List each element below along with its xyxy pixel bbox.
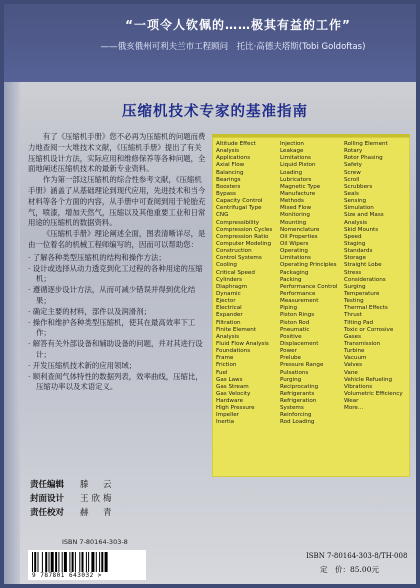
keyword-item: Refrigerants xyxy=(280,390,315,397)
price: 定 价：85.00元 xyxy=(320,565,379,574)
keyword-item: Considerations xyxy=(344,276,386,283)
keyword-item: Leakage xyxy=(280,148,304,155)
keyword-item: Liquid Piston xyxy=(280,162,316,169)
intro-paragraph: 作为第一部这压缩机的综合性参考文献，《压缩机手册》涵盖了从基础理论到现代应用，先进技术和当今材料等各个方面的内容，从手册中可查阅到用于轮胎充气，喷漆，增加天然气，压缩以及其他重要工业和日常用途的压缩机的数据资料。 xyxy=(28,175,206,228)
keyword-item: Mounting xyxy=(280,219,307,226)
top-band xyxy=(4,4,416,82)
keyword-item: Testing xyxy=(344,298,364,305)
spine-strip xyxy=(4,82,20,584)
barcode-bar xyxy=(69,552,70,572)
endorsement-attribution: ——俄亥俄州可利夫兰市工程顾问 托比·高德夫塔斯(Tobi Goldoftas) xyxy=(100,42,366,52)
keyword-item: Applications xyxy=(216,155,251,162)
barcode-bar xyxy=(34,552,36,572)
keyword-item: Volumetric Efficiency xyxy=(344,390,403,397)
keyword-item: Critical Speed xyxy=(216,269,255,276)
keyword-item: Diaphragm xyxy=(216,283,248,290)
barcode-bar xyxy=(64,552,67,572)
barcode-bar xyxy=(105,552,108,572)
keyword-item: Manufacture xyxy=(280,190,316,197)
keyword-item: Cylinders xyxy=(216,276,243,283)
keyword-item: Finite Element xyxy=(216,326,257,333)
intro-paragraph: 《压缩机手册》理论阐述全面，图表清晰详尽，是由一位着名的机械工程师编写的，因而可以帮助您： xyxy=(28,229,206,249)
keyword-item: CNG xyxy=(216,212,229,219)
keyword-item: Surging xyxy=(344,283,366,290)
keyword-item: Simulation xyxy=(344,205,374,212)
keyword-item: Valves xyxy=(344,362,363,369)
keyword-item: Filtration xyxy=(216,319,241,326)
isbn-label: ISBN 7-80164-303-8 xyxy=(62,538,128,546)
keyword-item: Methods xyxy=(280,198,304,205)
keyword-item: Scrubbers xyxy=(344,183,373,190)
keyword-item: Magnetic Type xyxy=(280,183,321,190)
barcode-bar xyxy=(45,552,47,572)
barcode-bar xyxy=(79,552,80,572)
keyword-item: Standards xyxy=(344,248,373,255)
keyword-item: Performance Control xyxy=(280,283,338,290)
keyword-item: Performance xyxy=(280,290,316,297)
benefit-item: · 遵循逐步设计方法，从而可减少错误并得到优化结果； xyxy=(28,285,206,307)
keyword-item: Rolling Element xyxy=(344,141,388,147)
keyword-item: Impeller xyxy=(216,412,239,419)
keyword-item: Power xyxy=(280,348,297,355)
keyword-column-2 xyxy=(280,141,337,427)
keyword-item: Size and Mass xyxy=(344,212,384,219)
keyword-item: Loading xyxy=(280,169,303,176)
keyword-item: Lubricators xyxy=(280,176,312,183)
keyword-item: Nomenclature xyxy=(280,226,320,233)
keyword-item: Analysis xyxy=(344,219,368,226)
barcode-bar xyxy=(58,552,59,572)
keyword-item: Pneumatic xyxy=(280,326,310,333)
barcode-bars xyxy=(32,552,142,572)
keyword-item: Stress xyxy=(344,269,362,276)
keyword-item: Gas Stream xyxy=(216,383,249,390)
keyword-item: Gases xyxy=(344,333,362,340)
page-title: 压缩机技术专家的基准指南 xyxy=(122,104,308,120)
keyword-item: Fuel xyxy=(216,369,228,376)
keyword-item: Mixed Flow xyxy=(280,205,312,212)
keyword-item: Expander xyxy=(216,312,243,319)
keyword-item: Refrigeration xyxy=(280,398,317,405)
credit-role: 责任编辑 xyxy=(30,480,65,490)
keyword-item: Staging xyxy=(344,240,366,247)
keyword-item: Control Systems xyxy=(216,255,262,262)
keyword-item: Foundations xyxy=(216,348,251,355)
benefit-item: · 顺利查阅气体特性的数据列表，效率曲线，压缩比，压缩功率以及术语定义。 xyxy=(28,372,206,394)
keyword-column-1 xyxy=(216,141,272,427)
keyword-item: Thrust xyxy=(344,312,362,319)
barcode-bar xyxy=(72,552,74,572)
keyword-item: Screw xyxy=(344,169,361,176)
keyword-item: Positive xyxy=(280,333,302,340)
keyword-item: Temperature xyxy=(344,290,380,297)
barcode-bar xyxy=(49,552,50,572)
keyword-item: Altitude Effect xyxy=(216,141,256,147)
keyword-item: Gas Laws xyxy=(216,376,243,383)
intro-text xyxy=(28,132,206,393)
editor-credits xyxy=(30,478,115,520)
keyword-item: Turbine xyxy=(344,348,365,355)
keyword-item: Friction xyxy=(216,362,237,369)
keyword-item: Analysis xyxy=(216,333,240,340)
keyword-item: Speed xyxy=(344,233,362,240)
credit-line xyxy=(30,492,115,506)
barcode xyxy=(28,550,146,580)
keyword-item: Skid Mounts xyxy=(344,226,379,233)
barcode-bar xyxy=(42,552,43,572)
endorsement-quote: “一项令人钦佩的……极其有益的工作” xyxy=(125,18,351,32)
keyword-item: Scroll xyxy=(344,176,360,183)
keyword-item: Analysis xyxy=(216,148,240,155)
barcode-bar xyxy=(86,552,87,572)
keyword-item: Seals xyxy=(344,190,359,197)
barcode-bar xyxy=(38,552,39,572)
keyword-item: Compressibility xyxy=(216,219,260,226)
keyword-item: Rotor Phasing xyxy=(344,155,383,162)
benefit-list xyxy=(28,253,206,393)
keyword-item: Safety xyxy=(344,162,362,169)
keyword-item: Purging xyxy=(280,376,302,383)
barcode-bar xyxy=(55,552,57,572)
keyword-item: Ejector xyxy=(216,298,236,305)
keyword-item: Hardware xyxy=(216,398,244,405)
keyword-item: Wear xyxy=(344,398,359,405)
keyword-item: Construction xyxy=(216,248,252,255)
keyword-item: Systems xyxy=(280,405,304,412)
keyword-item: Pulsations xyxy=(280,369,309,376)
keyword-item: Monitoring xyxy=(280,212,310,219)
keyword-item: Rotary xyxy=(344,148,363,155)
keyword-item: Packing xyxy=(280,276,302,283)
barcode-bar xyxy=(96,552,97,572)
keyword-item: Packaging xyxy=(280,269,309,276)
barcode-bar xyxy=(88,552,89,572)
keyword-item: Pressure Range xyxy=(280,362,324,369)
keyword-item: Cooling xyxy=(216,262,237,269)
barcode-bar xyxy=(99,552,100,572)
keyword-item: Boosters xyxy=(216,183,241,190)
keyword-item: Toxic or Corrosive xyxy=(344,326,394,333)
keyword-item: Tilting Pad xyxy=(344,319,374,326)
credit-line xyxy=(30,506,115,520)
barcode-bar xyxy=(82,552,84,572)
back-cover xyxy=(4,4,416,584)
benefit-item: · 操作和维护各种类型压缩机，使其在最高效率下工作； xyxy=(28,318,206,340)
credit-line xyxy=(30,478,115,492)
keyword-item: Straight Lobe xyxy=(344,262,382,269)
benefit-item: · 解答有关外部设备和辅助设备的问题，并对其进行设计； xyxy=(28,339,206,361)
barcode-bar xyxy=(91,552,94,572)
keyword-item: High Pressure xyxy=(216,405,255,412)
keyword-item: Compression Ratio xyxy=(216,233,269,240)
intro-paragraph: 有了《压缩机手册》您不必再为压缩机的问题而费力地查阅一大堆技术文献，《压缩机手册》提出了有关压缩机设计方法，实际应用和维修保养等各种问题，全面地阐述压缩机技术的最新专业资料。 xyxy=(28,132,206,174)
barcode-digits: 9 787801 643032 > xyxy=(32,572,102,579)
benefit-item: · 设计或选择从动力透克到化工过程的各种用途的压缩机； xyxy=(28,264,206,286)
keyword-item: Dynamic xyxy=(216,290,241,297)
keyword-item: Sensing xyxy=(344,198,367,205)
keyword-item: Vehicle Refueling xyxy=(344,376,393,383)
credit-name: 滕 云 xyxy=(80,480,115,490)
keyword-item: Frame xyxy=(216,355,234,362)
keyword-item: Vane xyxy=(344,369,358,376)
keyword-item: More... xyxy=(344,405,364,412)
keyword-item: Limitations xyxy=(280,155,311,162)
keyword-item: Transmission xyxy=(344,340,381,347)
barcode-bar xyxy=(51,552,54,572)
benefit-item: · 确定主要的材料，部件以及润滑剂； xyxy=(28,307,206,318)
credit-name: 王欣梅 xyxy=(80,494,115,504)
keyword-item: Axial Flow xyxy=(216,162,245,169)
keyword-item: Piston Rings xyxy=(280,312,315,319)
keyword-item: Piston Rod xyxy=(280,319,310,326)
keyword-item: Computer Modeling xyxy=(216,240,272,247)
barcode-bar xyxy=(101,552,103,572)
isbn-classification: ISBN 7-80164-303-8/TH·008 xyxy=(306,552,408,560)
keyword-item: Rod Loading xyxy=(280,419,315,426)
keyword-item: Bearings xyxy=(216,176,241,183)
credit-role: 封面设计 xyxy=(30,494,65,504)
barcode-bar xyxy=(32,552,33,572)
keyword-item: Vibrations xyxy=(344,383,373,390)
keyword-item: Fluid Flow Analysis xyxy=(216,340,269,347)
keyword-item: Thermal Effects xyxy=(344,305,388,312)
barcode-bar xyxy=(75,552,76,572)
keyword-item: Reciprocating xyxy=(280,383,319,390)
keyword-item: Storage xyxy=(344,255,366,262)
keyword-item: Displacement xyxy=(280,340,319,347)
keyword-item: Centrifugal Type xyxy=(216,205,262,212)
keyword-item: Bypass xyxy=(216,190,236,197)
keyword-box xyxy=(212,134,410,477)
keyword-column-3 xyxy=(344,141,403,412)
barcode-bar xyxy=(62,552,63,572)
benefit-item: · 了解各种类型压缩机的结构和操作方法； xyxy=(28,253,206,264)
keyword-item: Piping xyxy=(280,305,298,312)
keyword-item: Reinforcing xyxy=(280,412,312,419)
keyword-item: Oil Properties xyxy=(280,233,318,240)
keyword-item: Injection xyxy=(280,141,304,147)
keyword-item: Compression Cycles xyxy=(216,226,273,233)
credit-role: 责任校对 xyxy=(30,508,65,518)
keyword-item: Prelube xyxy=(280,355,301,362)
keyword-item: Balancing xyxy=(216,169,244,176)
keyword-item: Vacuum xyxy=(344,355,367,362)
benefit-item: · 开发压缩机技术新的应用领域； xyxy=(28,361,206,372)
credit-name: 赫 青 xyxy=(80,508,115,518)
keyword-item: Operating xyxy=(280,248,308,255)
keyword-item: Measurement xyxy=(280,298,319,305)
keyword-item: Inertia xyxy=(216,419,235,426)
keyword-item: Gas Velocity xyxy=(216,390,251,397)
keyword-item: Electrical xyxy=(216,305,242,312)
keyword-item: Capacity Control xyxy=(216,198,263,205)
keyword-item: Oil Wipers xyxy=(280,240,309,247)
keyword-item: Limitations xyxy=(280,255,311,262)
keyword-item: Operating Principles xyxy=(280,262,337,269)
